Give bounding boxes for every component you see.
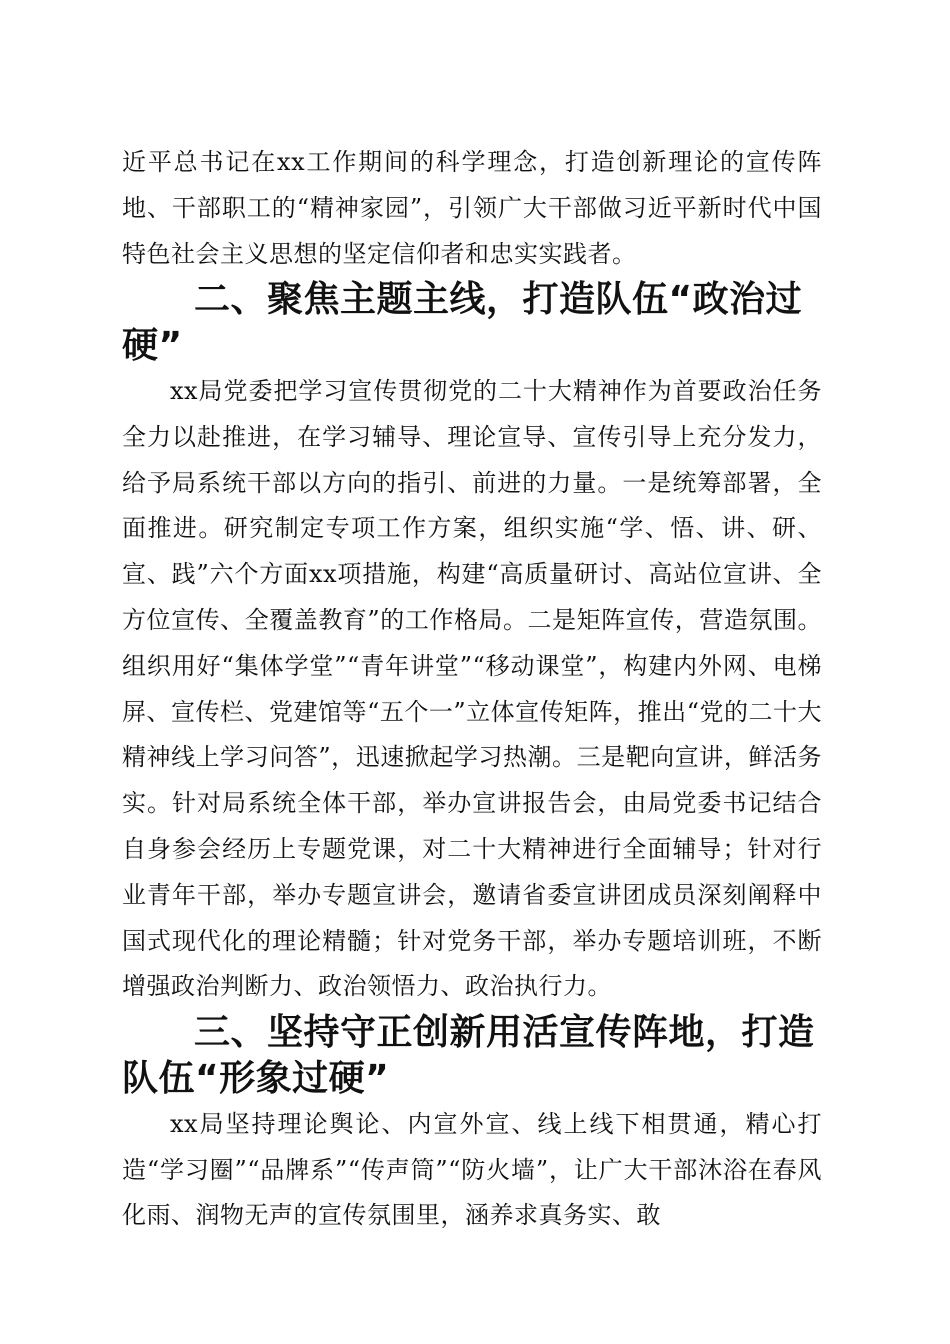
paragraph-section-two-body: xx局党委把学习宣传贯彻党的二十大精神作为首要政治任务全力以赴推进，在学习辅导、理论宣导、宣传引导上充分发力，给予局系统干部以方向的指引、前进的力量。一是统筹部署，全面推进。研究制定专项工作方案，组织实施“学、悟、讲、研、宣、践”六个方面xx项措施，构建“高质量研讨、高站位宣讲、全方位宣传、全覆盖教育”的工作格局。二是矩阵宣传，营造氛围。组织用好“集体学堂”“青年讲堂”“移动课堂”，构建内外网、电梯屏、宣传栏、党建馆等“五个一”立体宣传矩阵，推出“党的二十大精神线上学习问答”，迅速掀起学习热潮。三是靶向宣讲，鲜活务实。针对局系统全体干部，举办宣讲报告会，由局党委书记结合自身参会经历上专题党课，对二十大精神进行全面辅导；针对行业青年干部，举办专题宣讲会，邀请省委宣讲团成员深刻阐释中国式现代化的理论精髓；针对党务干部，举办专题培训班，不断增强政治判断力、政治领悟力、政治执行力。: [122, 376, 822, 1001]
paragraph-intro-continuation: 近平总书记在xx工作期间的科学理念，打造创新理论的宣传阵地、干部职工的“精神家园”，引领广大干部做习近平新时代中国特色社会主义思想的坚定信仰者和忠实实践者。: [122, 148, 822, 268]
section-heading-three: 三、坚持守正创新用活宣传阵地，打造队伍“形象过硬”: [122, 1012, 815, 1099]
section-heading-two: 二、聚焦主题主线，打造队伍“政治过硬”: [122, 279, 803, 367]
paragraph-section-three-body: xx局坚持理论舆论、内宣外宣、线上线下相贯通，精心打造“学习圈”“品牌系”“传声筒”“防火墙”，让广大干部沐浴在春风化雨、润物无声的宣传氛围里，涵养求真务实、敢: [122, 1109, 822, 1230]
document-body: [122, 140, 822, 1239]
